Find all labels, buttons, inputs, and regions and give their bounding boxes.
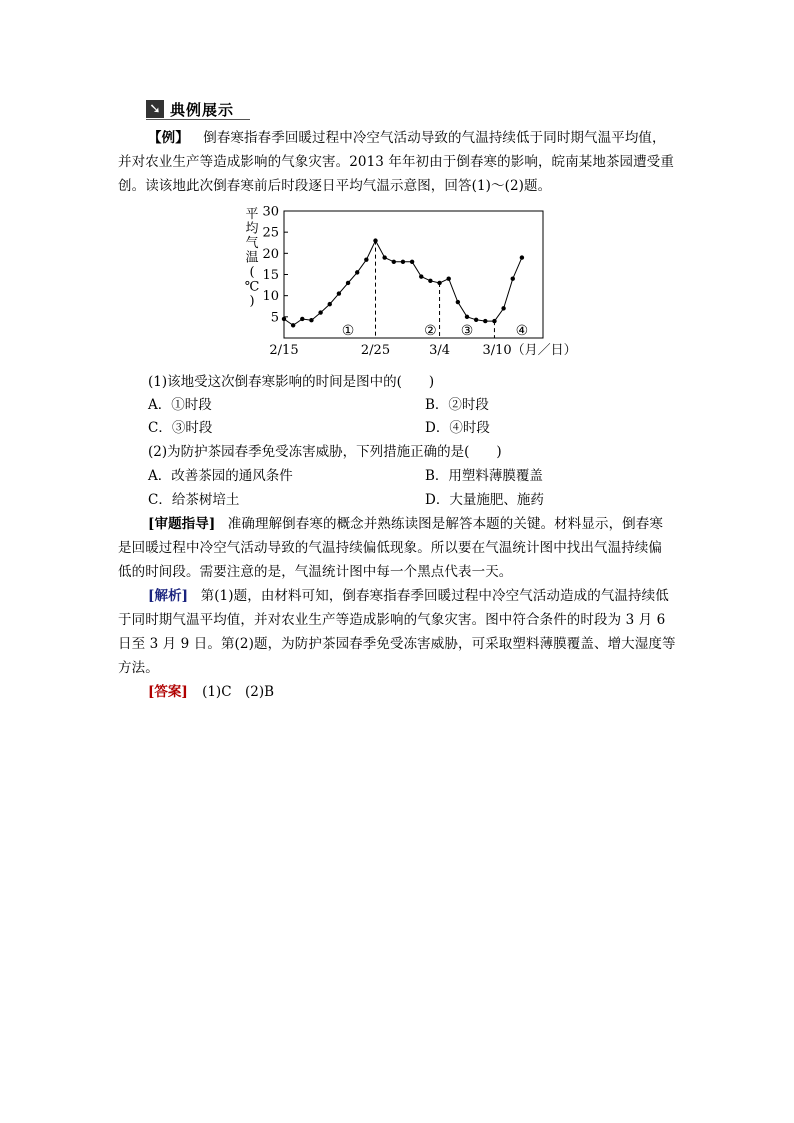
data-point [511, 277, 515, 281]
data-point [300, 317, 304, 321]
answer-tag: [答案] [148, 684, 188, 700]
data-point [437, 281, 441, 285]
data-point [346, 281, 350, 285]
period-label: ① [341, 323, 355, 339]
y-tick-label: 25 [262, 225, 279, 241]
q1-option-d: D．④时段 [425, 420, 490, 436]
y-axis-label-char: 温 [245, 250, 259, 266]
data-point [447, 277, 451, 281]
example-line-2: 并对农业生产等造成影响的气象灾害。2013 年年初由于倒春寒的影响，皖南某地茶园遭受重 [118, 154, 674, 170]
data-point [355, 270, 359, 274]
guide-text-1: 准确理解倒春寒的概念并熟练读图是解答本题的关键。材料显示，倒春寒 [227, 516, 663, 532]
y-axis-label-char: 气 [245, 236, 259, 251]
period-labels [342, 323, 528, 339]
example-text-1: 倒春寒指春季回暖过程中冷空气活动导致的气温持续低于同时期气温平均值， [203, 130, 666, 146]
y-axis-label-char: 均 [245, 221, 259, 237]
analysis-text-1: 第(1)题，由材料可知，倒春寒指春季回暖过程中冷空气活动造成的气温持续低 [200, 588, 669, 604]
data-point [501, 306, 505, 310]
q2-stem: (2)为防护茶园春季免受冻害威胁，下列措施正确的是( ) [148, 444, 502, 460]
data-point [419, 274, 423, 278]
x-tick-label: 3/10（月／日） [482, 343, 577, 358]
period-label: ② [424, 323, 437, 339]
y-axis-label [245, 207, 260, 309]
data-point [382, 255, 386, 259]
analysis-line-1 [148, 586, 669, 606]
y-axis-label-char: ) [249, 294, 255, 309]
data-point [401, 260, 405, 264]
section-title: 典例展示 [170, 100, 235, 119]
x-axis-ticks [269, 343, 576, 358]
data-point [318, 310, 322, 314]
y-axis-label-char: 平 [245, 207, 259, 222]
data-point [520, 255, 524, 259]
example-line-3: 创。读该地此次倒春寒前后时段逐日平均气温示意图，回答(1)～(2)题。 [118, 178, 552, 194]
q2-option-d: D．大量施肥、施药 [425, 492, 544, 508]
data-point [456, 300, 460, 304]
temperature-chart [230, 198, 600, 363]
q2-option-b: B．用塑料薄膜覆盖 [425, 468, 543, 484]
answer-line [148, 682, 274, 702]
data-point [309, 318, 313, 322]
guide-line-1 [148, 514, 663, 534]
y-tick-label: 30 [262, 204, 279, 220]
data-point [364, 257, 368, 261]
y-tick-label: 10 [262, 289, 279, 305]
section-header [146, 98, 234, 120]
q1-stem: (1)该地受这次倒春寒影响的时间是图中的( ) [148, 374, 435, 390]
analysis-line-2: 于同时期气温平均值，并对农业生产等造成影响的气象灾害。图中符合条件的时段为 3 月 6 [118, 612, 666, 628]
example-tag: 【例】 [148, 130, 189, 146]
data-point [492, 319, 496, 323]
q1-option-c: C．③时段 [148, 420, 213, 436]
y-axis-label-char: ( [249, 265, 255, 280]
q2-option-c: C．给茶树培土 [148, 492, 240, 508]
example-line-1 [148, 128, 666, 148]
analysis-tag: [解析] [148, 588, 189, 604]
y-tick-label: 5 [270, 310, 279, 326]
data-point [474, 318, 478, 322]
period-label: ④ [515, 323, 529, 339]
y-tick-label: 15 [262, 268, 279, 283]
x-tick-label: 3/4 [429, 343, 451, 358]
guide-line-3: 低的时间段。需要注意的是，气温统计图中每一个黑点代表一天。 [118, 564, 513, 580]
q2-option-a: A．改善茶园的通风条件 [148, 468, 293, 484]
period-label: ③ [460, 323, 474, 339]
analysis-line-4: 方法。 [118, 660, 159, 676]
data-point [373, 238, 377, 242]
answer-text: (1)C (2)B [202, 684, 275, 700]
y-axis-label-char: ℃ [244, 279, 260, 295]
data-point [428, 279, 432, 283]
data-point [465, 315, 469, 319]
x-tick-label: 2/25 [360, 343, 391, 358]
data-point [483, 319, 487, 323]
data-point [291, 323, 295, 327]
q1-option-a: A．①时段 [148, 397, 212, 413]
y-tick-label: 20 [262, 246, 279, 262]
guide-line-2: 是回暖过程中冷空气活动导致的气温持续偏低现象。所以要在气温统计图中找出气温持续偏 [118, 540, 662, 556]
x-tick-label: 2/15 [269, 343, 299, 358]
q1-option-b: B．②时段 [425, 397, 489, 413]
section-underline [146, 119, 250, 120]
data-point [392, 260, 396, 264]
data-point [328, 302, 332, 306]
plot-frame [284, 211, 543, 338]
analysis-line-3: 日至 3 月 9 日。第(2)题，为防护茶园春季免受冻害威胁，可采取塑料薄膜覆盖、增大湿度等 [118, 636, 676, 652]
guide-tag: [审题指导] [148, 516, 216, 532]
data-point [282, 317, 286, 321]
data-point [410, 260, 414, 264]
arrow-right-icon: ➘ [146, 100, 164, 118]
data-point [337, 291, 341, 295]
